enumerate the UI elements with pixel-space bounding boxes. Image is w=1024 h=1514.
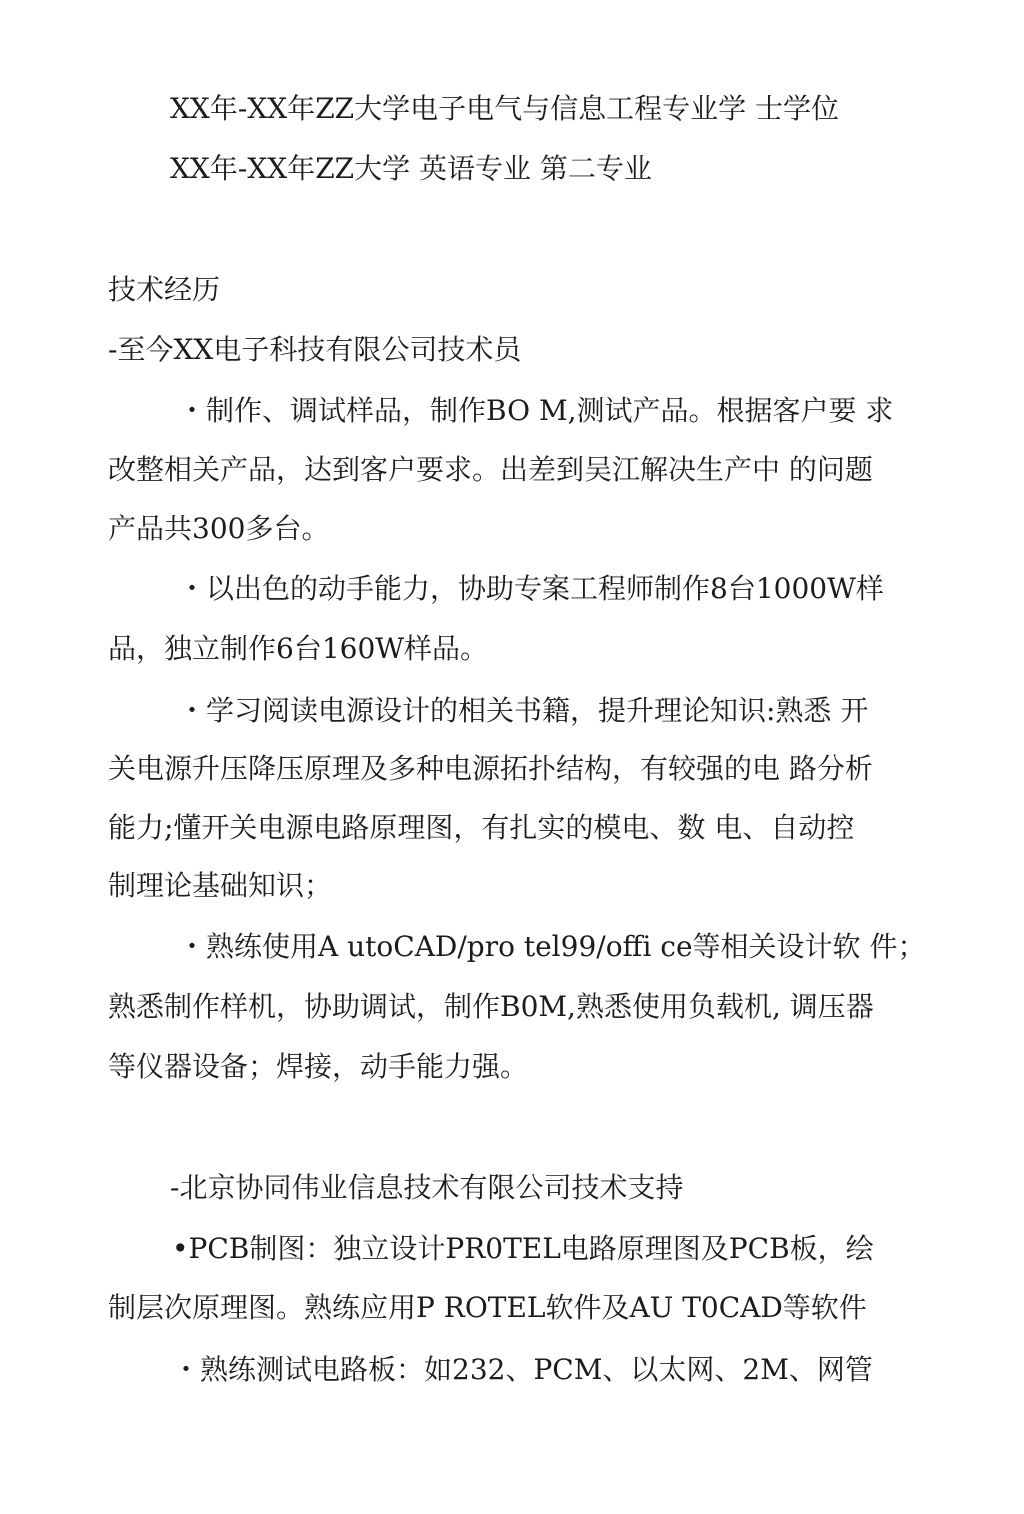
job-1-bullet-3-line-4: 制理论基础知识； [108,869,333,902]
job-1-bullet-4-line-2: 熟悉制作样机，协助调试，制作B0M,熟悉使用负载机, 调压器 [108,990,874,1023]
job-1-bullet-4-line-3: 等仪器设备；焊接，动手能力强。 [108,1050,529,1083]
job-1-bullet-3-line-3: 能力;懂开关电源电路原理图，有扎实的模电、数 电、自动控 [108,811,855,844]
job-1-bullet-1-line-2: 改整相关产品，达到客户要求。出差到吴江解决生产中 的问题 [108,453,873,486]
job-2-bullet-1-line-1: •PCB制图：独立设计PR0TEL电路原理图及PCB板，绘 [172,1232,874,1265]
job-1-bullet-3-line-1: ・学习阅读电源设计的相关书籍，提升理论知识:熟悉 开 [178,694,869,727]
job-2-title: -北京协同伟业信息技术有限公司技术支持 [170,1171,684,1204]
education-line-1: XX年-XX年ZZ大学电子电气与信息工程专业学 士学位 [170,92,840,125]
job-1-bullet-2-line-1: ・以出色的动手能力，协助专案工程师制作8台1000W样 [178,572,884,605]
education-line-2: XX年-XX年ZZ大学 英语专业 第二专业 [170,152,652,185]
job-1-bullet-3-line-2: 关电源升压降压原理及多种电源拓扑结构，有较强的电 路分析 [108,752,873,785]
job-2-bullet-1-line-2: 制层次原理图。熟练应用P ROTEL软件及AU T0CAD等软件 [108,1291,867,1324]
job-1-bullet-4-line-1: ・熟练使用A utoCAD/pro tel99/offi ce等相关设计软 件； [178,930,926,963]
section-heading: 技术经历 [108,273,221,306]
job-2-bullet-2-line-1: ・熟练测试电路板：如232、PCM、以太网、2M、网管 [172,1353,873,1386]
job-1-bullet-1-line-1: ・制作、调试样品，制作BO M,测试产品。根据客户要 求 [178,394,894,427]
job-1-title: -至今XX电子科技有限公司技术员 [108,333,522,366]
job-1-bullet-2-line-2: 品，独立制作6台160W样品。 [108,632,489,665]
job-1-bullet-1-line-3: 产品共300多台。 [108,512,330,545]
